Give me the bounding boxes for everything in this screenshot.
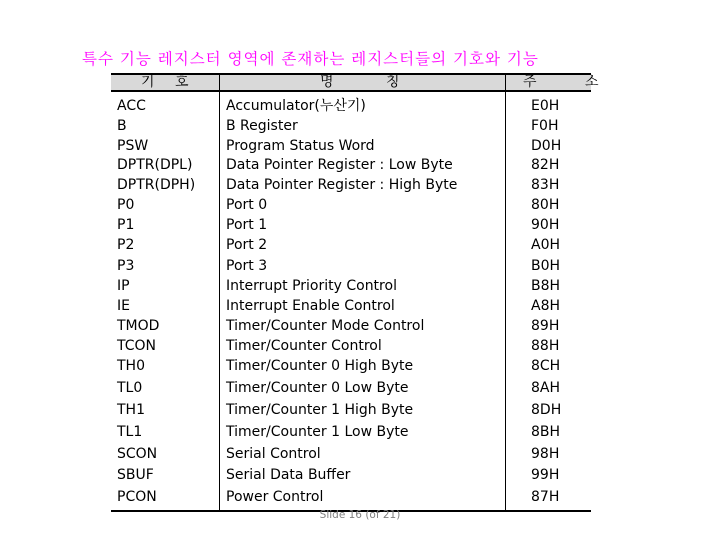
register-address: 83H — [531, 177, 560, 193]
register-address: 98H — [531, 446, 560, 462]
register-address: 80H — [531, 197, 560, 213]
table-row — [111, 215, 591, 235]
register-address: 8CH — [531, 358, 561, 374]
table-row — [111, 175, 591, 195]
register-name: Port 3 — [226, 258, 268, 274]
slide-number: Slide 16 (of 21) — [319, 509, 401, 521]
slide-title: 특수 기능 레지스터 영역에 존재하는 레지스터들의 기호와 기능 — [82, 50, 539, 68]
table-row — [111, 336, 591, 356]
register-symbol: P1 — [117, 217, 135, 233]
register-address: 87H — [531, 489, 560, 505]
register-symbol: TL0 — [117, 380, 143, 396]
register-name: Port 1 — [226, 217, 268, 233]
header-name-second: 칭 — [386, 74, 400, 90]
register-name: Interrupt Enable Control — [226, 298, 395, 314]
register-address: D0H — [531, 138, 562, 154]
register-symbol: TMOD — [117, 318, 160, 334]
register-symbol: P0 — [117, 197, 135, 213]
slide-footer — [0, 509, 720, 521]
register-table — [111, 73, 621, 512]
register-name: Timer/Counter Mode Control — [226, 318, 425, 334]
header-address: 주 소 — [523, 74, 621, 90]
register-name: Data Pointer Register : Low Byte — [226, 157, 453, 173]
table-row — [111, 296, 591, 316]
register-name: B Register — [226, 118, 298, 134]
register-address: 8AH — [531, 380, 561, 396]
header-name-first: 명 — [320, 74, 334, 90]
table-row — [111, 316, 591, 336]
register-address: A8H — [531, 298, 561, 314]
register-name: Timer/Counter 1 High Byte — [226, 402, 414, 418]
register-address: A0H — [531, 237, 561, 253]
table-row — [111, 444, 591, 464]
register-symbol: DPTR(DPL) — [117, 157, 193, 173]
register-address: E0H — [531, 98, 560, 114]
table-row — [111, 96, 591, 116]
table-row — [111, 195, 591, 215]
register-symbol: P2 — [117, 237, 135, 253]
register-name: Serial Data Buffer — [226, 467, 351, 483]
register-address: 8DH — [531, 402, 562, 418]
register-name: Timer/Counter 0 High Byte — [226, 358, 414, 374]
register-symbol: IP — [117, 278, 130, 294]
register-symbol: P3 — [117, 258, 135, 274]
table-row — [111, 465, 591, 485]
register-address: 8BH — [531, 424, 561, 440]
register-address: 88H — [531, 338, 560, 354]
register-name: Program Status Word — [226, 138, 375, 154]
register-symbol: PCON — [117, 489, 157, 505]
register-name: Port 0 — [226, 197, 268, 213]
register-symbol: SBUF — [117, 467, 154, 483]
register-symbol: DPTR(DPH) — [117, 177, 196, 193]
table-row — [111, 378, 591, 398]
table-row — [111, 276, 591, 296]
register-symbol: TH0 — [117, 358, 145, 374]
register-symbol: TL1 — [117, 424, 143, 440]
register-symbol: ACC — [117, 98, 146, 114]
table-row — [111, 155, 591, 175]
register-address: 89H — [531, 318, 560, 334]
table-row — [111, 136, 591, 156]
register-name: Data Pointer Register : High Byte — [226, 177, 458, 193]
table-row — [111, 487, 591, 507]
table-row — [111, 422, 591, 442]
table-header — [111, 73, 621, 92]
table-row — [111, 116, 591, 136]
table-row — [111, 400, 591, 420]
table-row — [111, 235, 591, 255]
register-symbol: TH1 — [117, 402, 145, 418]
register-address: B0H — [531, 258, 561, 274]
register-address: F0H — [531, 118, 559, 134]
register-symbol: PSW — [117, 138, 149, 154]
register-name: Accumulator(누산기) — [226, 98, 366, 114]
register-name: Timer/Counter Control — [226, 338, 382, 354]
register-symbol: TCON — [117, 338, 156, 354]
register-name: Power Control — [226, 489, 324, 505]
register-address: 82H — [531, 157, 560, 173]
register-name: Serial Control — [226, 446, 321, 462]
register-name: Timer/Counter 0 Low Byte — [226, 380, 409, 396]
register-name: Interrupt Priority Control — [226, 278, 397, 294]
register-symbol: B — [117, 118, 127, 134]
register-name: Port 2 — [226, 237, 268, 253]
register-address: 99H — [531, 467, 560, 483]
table-row — [111, 356, 591, 376]
register-symbol: IE — [117, 298, 130, 314]
register-address: B8H — [531, 278, 561, 294]
register-name: Timer/Counter 1 Low Byte — [226, 424, 409, 440]
register-symbol: SCON — [117, 446, 158, 462]
register-address: 90H — [531, 217, 560, 233]
table-row — [111, 256, 591, 276]
header-symbol: 기 호 — [141, 74, 197, 90]
